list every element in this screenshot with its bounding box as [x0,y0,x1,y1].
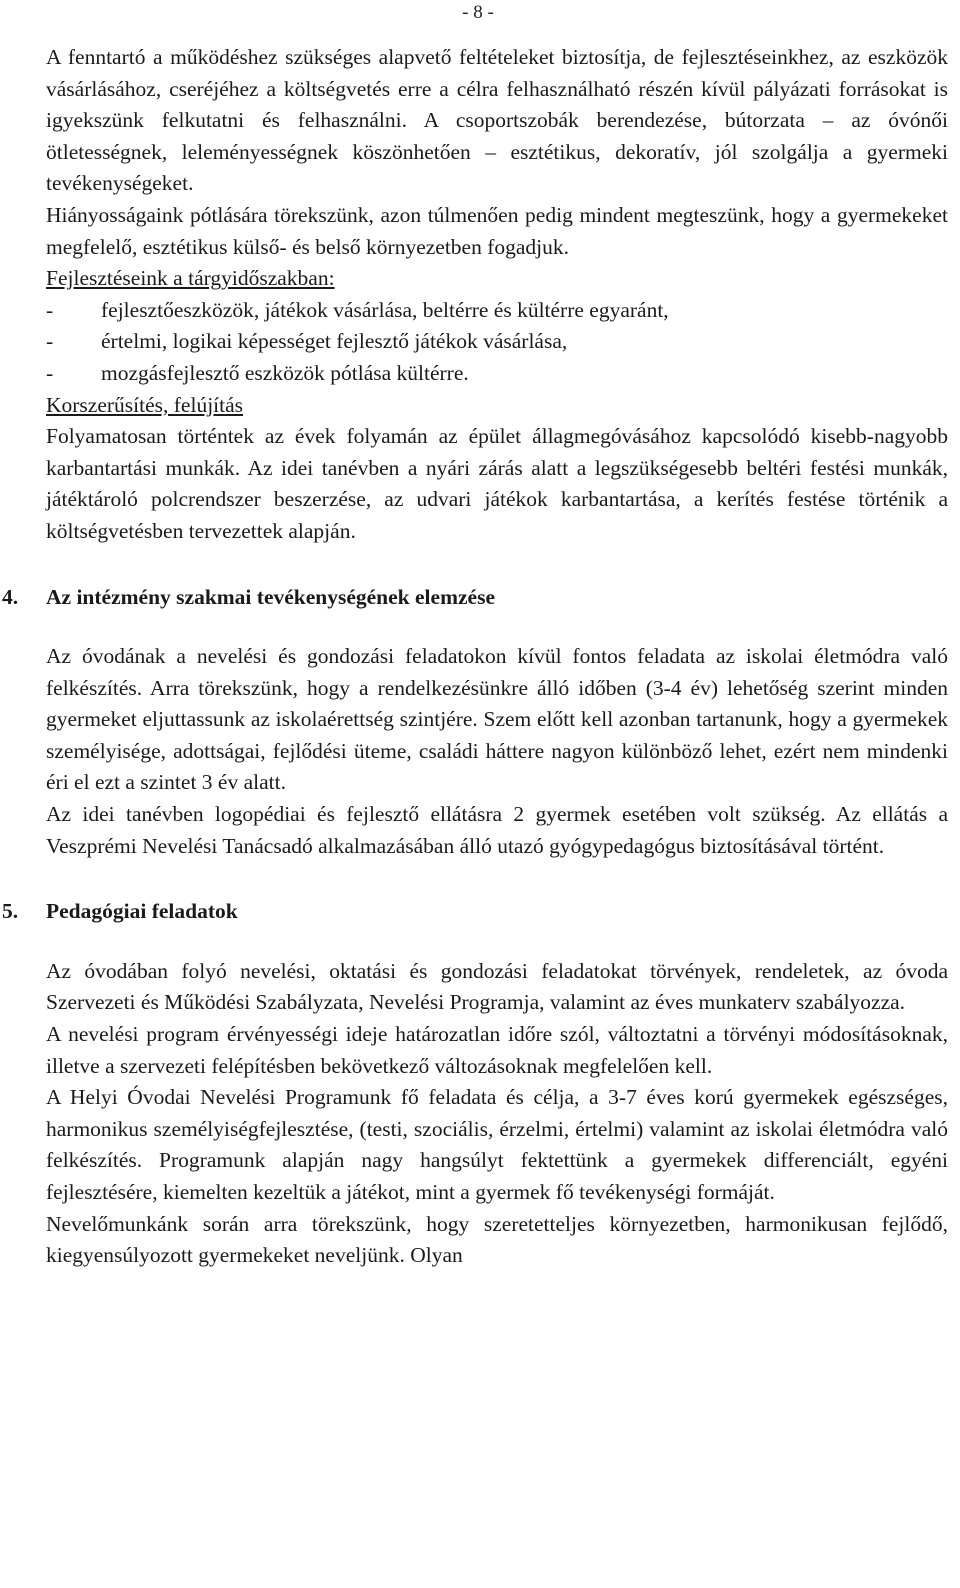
list-item [46,295,948,327]
section-5-number: 5. [2,899,19,924]
section-5-paragraph: A Helyi Óvodai Nevelési Programunk fő feladata és célja, a 3-7 éves korú gyermekek egészséges, harmonikus személyiségfejlesztése, (testi, szociális, érzelmi, értelmi) valamint az iskolai életmódra való felkészítés. Programunk alapján nagy hangsúlyt fektettünk a gyermekek differenciált, egyéni fejlesztésére, kiemelten kezeltük a játékot, mint a gyermek fő tevékenységi formáját. [46,1085,948,1204]
section-5-title: Pedagógiai feladatok [46,899,238,924]
page-number: - 8 - [462,2,494,23]
list-item-text: mozgásfejlesztő eszközök pótlása kültérre. [101,360,469,385]
list-item [46,358,948,390]
modernization-paragraph: Folyamatosan történtek az évek folyamán az épület állagmegóvásához kapcsolódó kisebb-nagyobb karbantartási munkák. Az idei tanévben a nyári zárás alatt a legszükségesebb beltéri festési munkák, játéktároló polcrendszer beszerzése, az udvari játékok karbantartása, a kerítés festése történik a költségvetésben tervezettek alapján. [46,424,948,543]
page-content [2,42,948,1272]
developments-title: Fejlesztéseink a tárgyidőszakban: [46,266,335,291]
dash-bullet: - [46,297,54,322]
dash-bullet: - [46,360,54,385]
section-4-heading [2,582,948,614]
intro-paragraph: A fenntartó a működéshez szükséges alapvető feltételeket biztosítja, de fejlesztéseinkhez, az eszközök vásárlásához, cseréjéhez a költségvetés erre a célra felhasználható részén kívül pályázati forrásokat is igyekszünk felkutatni és felhasználni. A csoportszobák berendezése, bútorzata – az óvónői ötletességnek, leleményességnek köszönhetően – esztétikus, dekoratív, jól szolgálja a gyermeki tevékenységeket. [46,45,948,196]
section-5-paragraph: Nevelőmunkánk során arra törekszünk, hogy szeretetteljes környezetben, harmonikusan fejlődő, kiegyensúlyozott gyermekeket neveljünk. Olyan [46,1211,948,1268]
section-4-paragraph: Az óvodának a nevelési és gondozási feladatokon kívül fontos feladata az iskolai életmódra való felkészítés. Arra törekszünk, hogy a rendelkezésünkre álló időben (3-4 év) lehetőség szerint minden gyermeket eljuttassunk az iskolaérettség szintjére. Szem előtt kell azonban tartanunk, hogy a gyermekek személyisége, adottságai, fejlődési üteme, családi háttere nagyon különböző lehet, ezért nem mindenki éri el ezt a szintet 3 év alatt. [46,644,948,795]
modernization-title: Korszerűsítés, felújítás [46,392,244,417]
section-4-paragraph: Az idei tanévben logopédiai és fejlesztő ellátásra 2 gyermek esetében volt szükség. Az ellátás a Veszprémi Nevelési Tanácsadó alkalmazásában álló utazó gyógypedagógus biztosításával történt. [46,802,948,858]
section-5-heading [2,896,948,928]
section-4-title: Az intézmény szakmai tevékenységének elemzése [46,584,495,609]
developments-list [46,295,948,390]
section-4-number: 4. [2,584,19,609]
deficiency-paragraph: Hiányosságaink pótlására törekszünk, azon túlmenően pedig mindent megteszünk, hogy a gyermekeket megfelelő, esztétikus külső- és belső környezetben fogadjuk. [46,202,948,259]
list-item-text: értelmi, logikai képességet fejlesztő játékok vásárlása, [101,329,568,354]
section-5-paragraph: Az óvodában folyó nevelési, oktatási és gondozási feladatokat törvények, rendeletek, az óvoda Szervezeti és Működési Szabályzata, Nevelési Programja, valamint az éves munkaterv szabályozza. [46,958,948,1015]
list-item-text: fejlesztőeszközök, játékok vásárlása, beltérre és kültérre egyaránt, [101,297,669,322]
list-item [46,326,948,358]
section-5-paragraph: A nevelési program érvényességi ideje határozatlan időre szól, változtatni a törvényi módosításoknak, illetve a szervezeti felépítésben bekövetkező változásoknak megfelelően kell. [46,1022,948,1078]
dash-bullet: - [46,329,54,354]
